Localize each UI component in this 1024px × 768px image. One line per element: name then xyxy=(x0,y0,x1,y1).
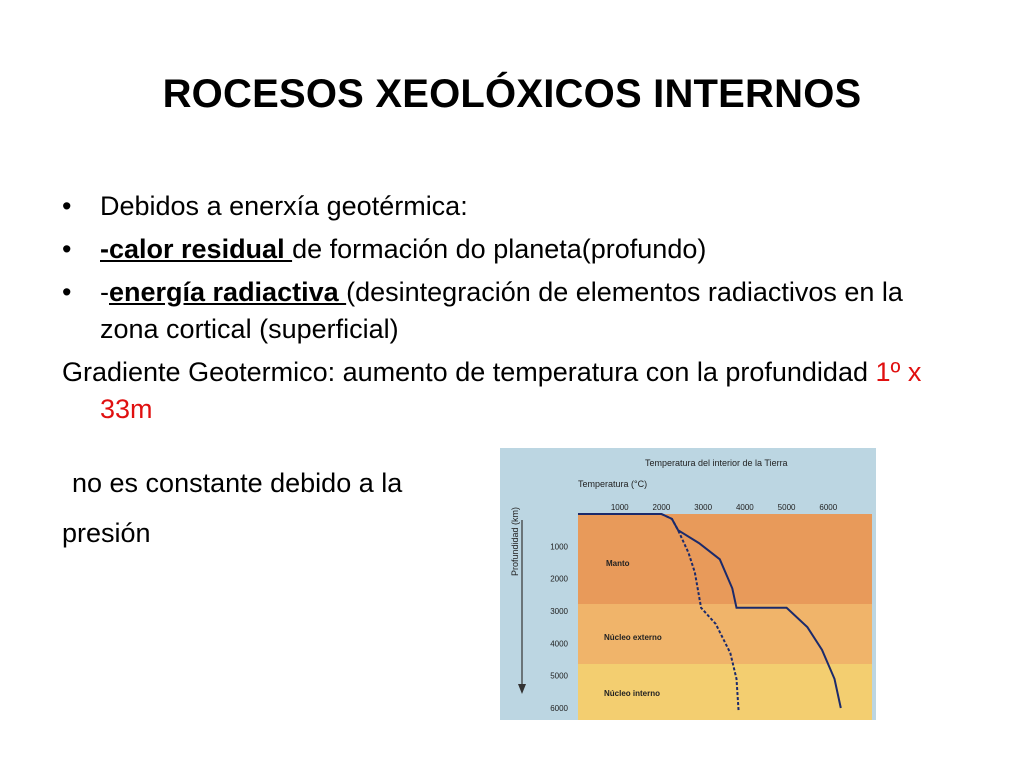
bullet-text: Debidos a enerxía geotérmica: xyxy=(100,191,468,221)
x-tick-label: 3000 xyxy=(694,503,713,512)
y-tick-label: 6000 xyxy=(550,704,568,714)
layer-label-nucleo-externo: Núcleo externo xyxy=(604,633,662,642)
bullet-prefix: - xyxy=(100,277,109,307)
bullet-text: (desintegración de elementos radiactivos en la zona cortical (superficial) xyxy=(100,277,903,344)
slide-title: ROCESOS XEOLÓXICOS INTERNOS xyxy=(162,72,862,116)
bullet-strong: energía radiactiva xyxy=(109,277,347,307)
y-axis-label: Profundidad (km) xyxy=(510,506,520,576)
x-axis-label: Temperatura (°C) xyxy=(578,479,648,489)
temperature-depth-figure xyxy=(500,448,876,720)
note-line-1: no es constante debido a la xyxy=(72,468,403,498)
bullet-item xyxy=(62,231,922,268)
bullet-item xyxy=(62,274,922,348)
x-tick-label: 2000 xyxy=(652,503,671,512)
layer-label-manto: Manto xyxy=(606,559,630,568)
y-tick-label: 3000 xyxy=(550,607,568,617)
slide-body xyxy=(62,188,922,428)
bullet-strong: -calor residual xyxy=(100,234,293,264)
y-tick-label: 2000 xyxy=(550,574,568,584)
gradient-text: Gradiente Geotermico: aumento de temperatura con la profundidad xyxy=(62,357,876,387)
y-tick-label: 1000 xyxy=(550,542,568,552)
x-tick-label: 1000 xyxy=(610,503,629,512)
layer-label-nucleo-interno: Núcleo interno xyxy=(604,689,661,698)
chart-title: Temperatura del interior de la Tierra xyxy=(645,458,788,468)
bullet-dot: • xyxy=(62,277,72,307)
gradient-paragraph xyxy=(62,354,922,428)
note-line-2: presión xyxy=(62,518,151,548)
bullet-dot: • xyxy=(62,191,72,221)
bullet-text: de formación do planeta(profundo) xyxy=(292,234,707,264)
x-tick-label: 5000 xyxy=(777,503,796,512)
bullet-dot: • xyxy=(62,234,72,264)
y-tick-label: 5000 xyxy=(550,671,568,681)
x-tick-label: 4000 xyxy=(735,503,754,512)
y-tick-label: 4000 xyxy=(550,639,568,649)
x-tick-label: 6000 xyxy=(819,503,838,512)
bullet-item xyxy=(62,188,922,225)
gradient-value: 1º x 33m xyxy=(100,357,922,424)
